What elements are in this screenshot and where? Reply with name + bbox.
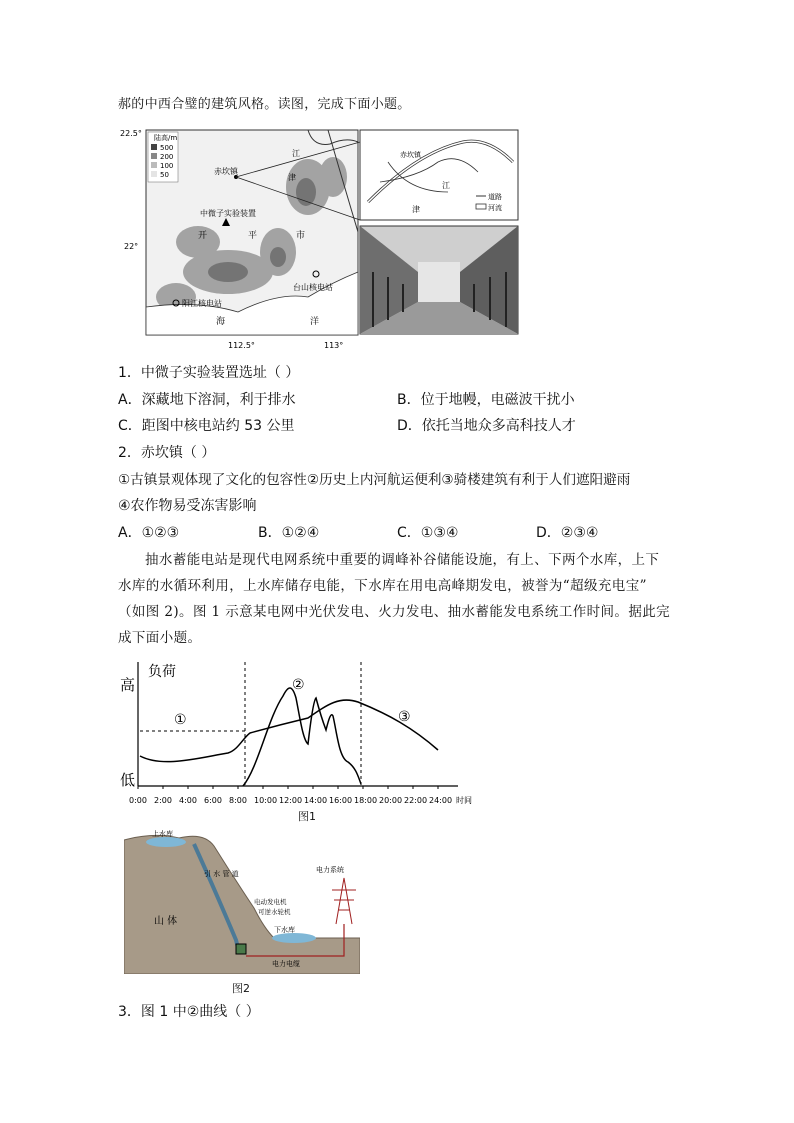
legend-value: 200 bbox=[160, 153, 174, 161]
passage-line: （如图 2)。图 1 示意某电网中光伏发电、火力发电、抽水蓄能发电系统工作时间。据此完 bbox=[118, 604, 671, 620]
lat-label: 22° bbox=[124, 242, 139, 251]
q2-option-a[interactable]: A．①②③ bbox=[118, 525, 180, 541]
place-yangjiang: 阳江核电站 bbox=[182, 299, 222, 308]
label-lower-reservoir: 下水库 bbox=[274, 926, 295, 934]
x-tick-label: 4:00 bbox=[179, 796, 197, 805]
q1-option-c[interactable]: C．距图中核电站约 53 公里 bbox=[118, 418, 295, 434]
lon-label: 112.5° bbox=[228, 341, 255, 350]
q1-option-b[interactable]: B．位于地幔，电磁波干扰小 bbox=[397, 392, 575, 408]
x-tick-label: 6:00 bbox=[204, 796, 222, 805]
label-cable: 电力电缆 bbox=[272, 960, 300, 968]
curve-label-3: ③ bbox=[398, 709, 411, 725]
turbine-unit-icon bbox=[236, 944, 246, 954]
place-label: 市 bbox=[296, 231, 306, 241]
fig2-diagram bbox=[124, 828, 360, 974]
x-axis-label: 时间 bbox=[456, 796, 472, 805]
passage-line: 成下面小题。 bbox=[118, 630, 202, 646]
place-taishan: 台山核电站 bbox=[293, 283, 333, 292]
curve-2 bbox=[243, 688, 361, 786]
place-label: 洋 bbox=[310, 317, 320, 327]
x-tick-label: 10:00 bbox=[254, 796, 278, 805]
legend-title: 陆高/m bbox=[154, 134, 178, 142]
passage-line: 水库的水循环利用，上水库储存电能，下水库在用电高峰期发电，被誉为“超级充电宝” bbox=[118, 578, 647, 594]
place-label: 津 bbox=[288, 173, 296, 182]
label-penstock: 引 水 管 道 bbox=[204, 870, 239, 878]
label-power-system: 电力系统 bbox=[316, 866, 344, 874]
x-tick-label: 8:00 bbox=[229, 796, 247, 805]
q1-option-a[interactable]: A．深藏地下溶洞，利于排水 bbox=[118, 392, 296, 408]
passage-line: 抽水蓄能电站是现代电网系统中重要的调峰补谷储能设施，有上、下两个水库，上下 bbox=[145, 552, 660, 568]
place-device: 中微子实验装置 bbox=[200, 209, 256, 218]
q2-statements-2: ④农作物易受冻害影响 bbox=[118, 498, 257, 514]
curve-label-1: ① bbox=[174, 712, 187, 728]
fig1-caption: 图1 bbox=[298, 810, 316, 823]
label-upper-reservoir: 上水库 bbox=[152, 830, 173, 838]
y-low-label: 低 bbox=[120, 771, 136, 789]
lat-label: 22.5° bbox=[120, 129, 142, 138]
place-label: 海 bbox=[216, 317, 226, 327]
fig2-caption: 图2 bbox=[232, 982, 250, 995]
label-turbine: 可逆水轮机 bbox=[258, 908, 291, 916]
label-mountain: 山 体 bbox=[154, 916, 178, 927]
place-label: 开 bbox=[198, 231, 208, 241]
x-tick-label: 0:00 bbox=[129, 796, 147, 805]
place-label: 江 bbox=[292, 149, 300, 158]
lon-label: 113° bbox=[324, 341, 344, 350]
x-tick-label: 12:00 bbox=[279, 796, 303, 805]
q2-stem: 2．赤坎镇（ ） bbox=[118, 445, 216, 461]
y-high-label: 高 bbox=[120, 676, 136, 694]
q2-option-d[interactable]: D．②③④ bbox=[536, 525, 599, 541]
x-tick-label: 20:00 bbox=[379, 796, 403, 805]
intro-line: 郝的中西合璧的建筑风格。读图，完成下面小题。 bbox=[118, 97, 411, 112]
q1-stem: 1．中微子实验装置选址（ ） bbox=[118, 365, 300, 381]
x-tick-label: 22:00 bbox=[404, 796, 428, 805]
inset-legend-road: 道路 bbox=[488, 193, 502, 201]
q2-statements-1: ①古镇景观体现了文化的包容性②历史上内河航运便利③骑楼建筑有利于人们遮阳避雨 bbox=[118, 472, 631, 488]
x-tick-label: 18:00 bbox=[354, 796, 378, 805]
x-tick-label: 24:00 bbox=[429, 796, 453, 805]
map-figure bbox=[118, 122, 528, 354]
x-tick-label: 14:00 bbox=[304, 796, 328, 805]
q2-option-b[interactable]: B．①②④ bbox=[258, 525, 320, 541]
upper-reservoir-water bbox=[146, 837, 186, 847]
x-tick-label: 16:00 bbox=[329, 796, 353, 805]
inset-label: 江 bbox=[442, 181, 450, 190]
curve-label-2: ② bbox=[292, 677, 305, 693]
q2-option-c[interactable]: C．①③④ bbox=[397, 525, 459, 541]
legend-value: 50 bbox=[160, 171, 169, 179]
place-chikan: 赤坎镇 bbox=[214, 167, 238, 176]
inset-label: 津 bbox=[412, 205, 420, 214]
inset-town: 赤坎镇 bbox=[400, 151, 421, 159]
x-tick-label: 2:00 bbox=[154, 796, 172, 805]
legend-value: 100 bbox=[160, 162, 174, 170]
y-axis-label: 负荷 bbox=[148, 664, 176, 680]
lower-reservoir-water bbox=[272, 933, 316, 943]
place-label: 平 bbox=[248, 231, 258, 241]
inset-legend-river: 河流 bbox=[488, 204, 502, 212]
legend-value: 500 bbox=[160, 144, 174, 152]
q3-stem: 3．图 1 中②曲线（ ） bbox=[118, 1004, 260, 1020]
fig1-chart bbox=[118, 658, 488, 820]
q1-option-d[interactable]: D．依托当地众多高科技人才 bbox=[397, 418, 576, 434]
label-generator: 电动发电机 bbox=[254, 898, 287, 906]
